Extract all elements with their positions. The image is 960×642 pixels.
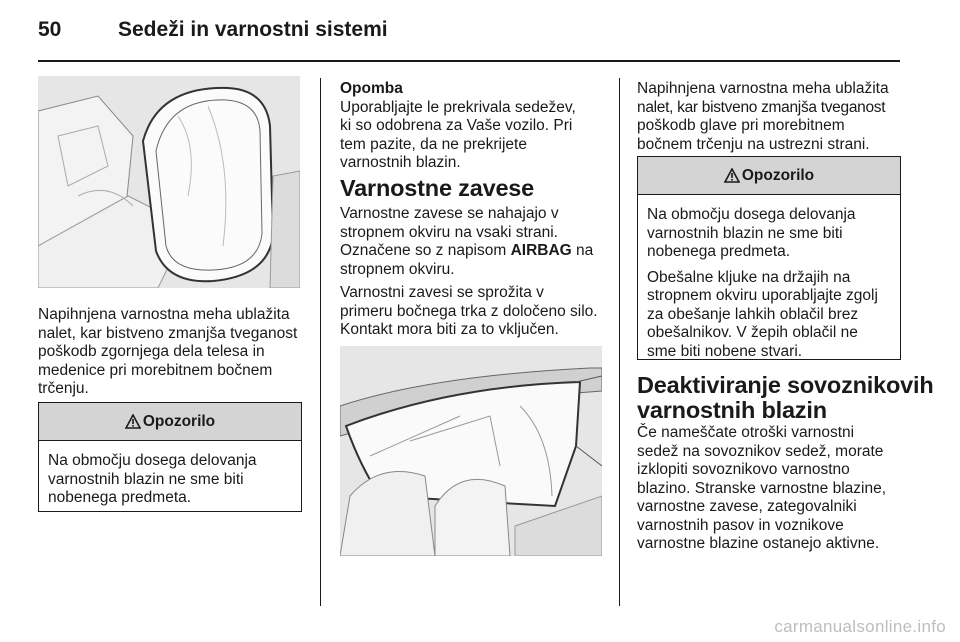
page-number: 50 xyxy=(38,18,62,41)
warning-triangle-icon xyxy=(125,414,141,429)
warning-box-2 xyxy=(637,156,901,360)
curtain-effect-paragraph: Napihnjena varnostna meha ublažita nalet, kar bistveno zmanjša tveganost poškodb glave pri morebitnem bočnem trčenju na ustrezni strani. xyxy=(637,80,889,153)
warning-box-1: Opozorilo Na območju dosega delovanja varnostnih blazin ne sme biti nobenega predmeta. xyxy=(38,402,302,512)
section-heading-deactivation: Deaktiviranje sovoznikovih varnostnih blazin xyxy=(637,372,934,423)
warning-triangle-icon xyxy=(724,168,740,183)
column-divider-1 xyxy=(320,78,321,606)
header-divider xyxy=(38,60,900,62)
airbag-label: AIRBAG xyxy=(510,242,572,259)
column-divider-2 xyxy=(619,78,620,606)
note-title: Opomba xyxy=(340,80,403,97)
curtain-airbag-illustration xyxy=(340,346,602,556)
warning-text-1: Na območju dosega delovanja varnostnih blazin ne sme biti nobenega predmeta. xyxy=(647,206,856,260)
seat-side-airbag-illustration xyxy=(38,76,300,288)
note-block: Opomba Uporabljajte le prekrivala sedežev, ki so odobrena za Vaše vozilo. Pri tem pazite, da ne prekrijete varnostnih blazin. xyxy=(340,80,576,171)
section-heading-curtains: Varnostne zavese xyxy=(340,175,535,201)
warning-heading: Opozorilo xyxy=(638,157,900,195)
deactivation-paragraph: Če nameščate otroški varnostni sedež na sovoznikov sedež, morate izklopiti sovoznikovo varnostno blazino. Stranske varnostne blazine, varnostne zavese, zategovalniki varnostnih pasov in voznikove varnostne blazine ostanejo aktivne. xyxy=(637,424,887,552)
side-airbag-paragraph: Napihnjena varnostna meha ublažita nalet, kar bistveno zmanjša tveganost poškodb zgornjega dela telesa in medenice pri morebitnem bočnem trčenju. xyxy=(38,306,298,397)
watermark: carmanualsonline.info xyxy=(774,617,946,636)
curtains-paragraph-2: Varnostni zavesi se sprožita v primeru bočnega trka z določeno silo. Kontakt mora biti za to vključen. xyxy=(340,284,598,338)
warning-text-2: Obešalne kljuke na držajih na stropnem okviru uporabljajte zgolj za obešanje lahkih oblačil brez obešalnikov. V žepih oblačil ne sme biti nobene stvari. xyxy=(647,268,878,360)
warning-heading: Opozorilo xyxy=(39,403,301,441)
curtains-paragraph-1: Varnostne zavese se nahajajo v stropnem okviru na vsaki strani. Označene so z napisom AIRBAG na stropnem okviru. xyxy=(340,205,594,278)
page-title: Sedeži in varnostni sistemi xyxy=(118,18,388,41)
